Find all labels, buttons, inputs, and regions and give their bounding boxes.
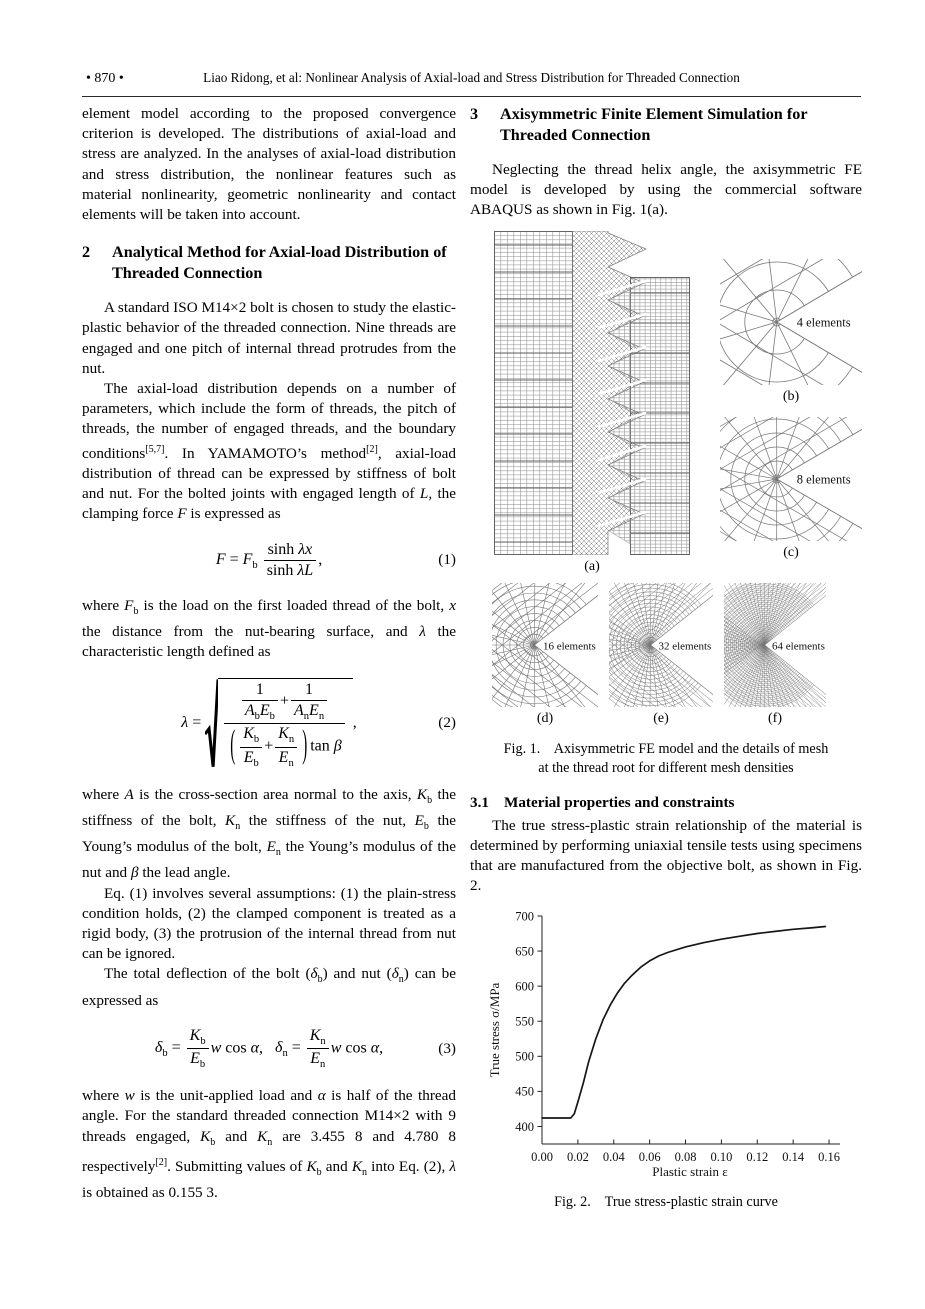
panel-label: (d) [536,710,554,726]
figure-1 [470,231,862,778]
right-paren: ) [302,724,308,767]
equation-tag: (3) [438,1039,456,1057]
mesh-detail-8 [720,417,862,541]
mesh-annotation: 64 elements [772,640,825,653]
panel-label: (f) [768,710,782,726]
svg-text:0.02: 0.02 [566,1150,589,1165]
svg-text:0.00: 0.00 [531,1150,553,1165]
paragraph: element model according to the proposed convergence criterion is developed. The distributions of axial-load and stress are analyzed. In the analyses of axial-load distribution and stress distribution, the nonlinear features such as material nonlinearity, geometric nonlinearity and contact elements will be taken into account. [82,105,456,224]
section-number: 3 [470,105,479,123]
fraction: $\frac{K_b}{E_b}$ [187,1027,209,1070]
page-number: • 870 • [86,71,124,86]
mesh-detail-16 [492,583,598,707]
equation-2: λ = $\frac{1}{A_bE_b}$ + $\frac{1}{A_nE_n}$ ( $\frac{K_b}{E_b}$ + $\frac{K_n}{E_n}$ ) tan β , (2) [82,678,456,769]
mesh-panel-f [724,583,826,727]
mesh-svg-b [720,259,862,385]
mesh-panel-e [609,583,713,727]
section-number: 2 [82,243,91,262]
svg-text:450: 450 [515,1085,534,1100]
section-number: 3.1 [470,793,489,811]
equation-lhs: $F = F_b$ [215,550,258,571]
chart-svg [480,906,852,1182]
stress-strain-chart [480,906,852,1187]
svg-text:0.08: 0.08 [674,1150,697,1165]
paragraph: where w is the unit-applied load and α is half of the thread angle. For the standard threaded connection M14×2 with 9 threads engaged, $K_b$ and $K_n$ are 3.455 8 and 4.780 8 respectively[2]. Submitting values of $K_b$ and $K_n$ into Eq. (2), λ is obtained as 0.155 3. [82,1087,460,1202]
left-paren: ( [230,724,236,767]
column-left [82,104,460,1203]
figure-1-caption: Fig. 1. Axisymmetric FE model and the details of mesh at the thread root for different mesh densities [503,740,829,776]
section-title: Material properties and constraints [504,793,735,811]
paragraph: Eq. (1) involves several assumptions: (1) the plain-stress condition holds, (2) the clamped component is treated as a rigid body, (3) the protrusion of the internal thread from nut can be ignored. [82,884,456,963]
svg-text:550: 550 [515,1014,534,1029]
svg-text:0.06: 0.06 [638,1150,661,1165]
fraction: $\frac{K_b}{E_b}$ [240,725,262,768]
svg-text:0.10: 0.10 [710,1150,733,1165]
figure-2-caption: Fig. 2. True stress-plastic strain curve [554,1194,778,1211]
fe-model-mesh [494,231,690,555]
panel-label: (b) [782,388,800,404]
svg-text:0.16: 0.16 [818,1150,840,1165]
mesh-annotation: 8 elements [796,472,851,487]
fraction: $\frac{1}{A_bE_b}$ [242,681,278,722]
paragraph: The total deflection of the bolt $(\delta_b)$ and nut $(\delta_n)$ can be expressed as [82,965,460,1009]
fraction: $\frac{1}{A_nE_n}$ [291,681,327,722]
section-title: Analytical Method for Axial-load Distribution of Threaded Connection [112,243,447,283]
radical [205,678,352,769]
mesh-svg-f [724,583,826,707]
svg-text:0.04: 0.04 [602,1150,625,1165]
running-title: Liao Ridong, et al: Nonlinear Analysis of Axial-load and Stress Distribution for Threaded Connection [203,70,740,85]
panel-label: (e) [653,710,669,726]
equation-3: $\delta_b$ = $\frac{K_b}{E_b}$ w cos α, $\delta_n$ = $\frac{K_n}{E_n}$ w cos α, (3) [154,1026,456,1071]
section-heading-2 [82,242,456,284]
mesh-detail-4 [720,259,862,385]
section-title: Axisymmetric Finite Element Simulation for Threaded Connection [500,105,808,144]
panel-label: (a) [584,558,600,574]
svg-text:0.14: 0.14 [782,1150,805,1165]
mesh-svg-d [492,583,598,707]
equation-tag: (2) [438,714,456,732]
equation-lhs: λ = [181,714,202,732]
fraction: $\frac{K_n}{E_n}$ [307,1027,329,1070]
svg-text:500: 500 [515,1050,534,1065]
figure-2 [470,906,862,1212]
mesh-panel-c [720,417,862,561]
svg-text:Plastic strain ε: Plastic strain ε [652,1164,728,1180]
mesh-detail-32 [609,583,713,707]
column-right [470,104,862,1212]
panel-label: (c) [783,544,799,560]
mesh-svg-e [609,583,713,707]
mesh-annotation: 32 elements [658,640,712,653]
svg-text:600: 600 [515,979,534,994]
mesh-annotation: 4 elements [796,315,851,330]
paragraph: A standard ISO M14×2 bolt is chosen to study the elastic-plastic behavior of the threaded connection. Nine threads are engaged and one pitch of internal thread protrudes from the nut. [82,299,456,377]
equation-tag: (1) [438,551,456,569]
big-fraction: $\frac{1}{A_bE_b}$ + $\frac{1}{A_nE_n}$ ( $\frac{K_b}{E_b}$ + $\frac{K_n}{E_n}$ ) tan β [224,681,344,769]
paragraph: where $F_b$ is the load on the first loaded thread of the bolt, x the distance from the nut-bearing surface, and λ the characteristic length defined as [82,596,460,660]
mesh-panel-a [494,231,690,575]
fraction: $\frac{K_n}{E_n}$ [275,725,297,768]
mesh-panel-b [720,259,862,405]
mesh-svg-a [494,231,690,555]
paragraph: The true stress-plastic strain relationship of the material is determined by performing uniaxial tensile tests using specimens that are manufactured from the objective bolt, as shown in Fig. 2. [470,816,862,895]
svg-text:400: 400 [515,1120,534,1135]
mesh-panel-d [492,583,598,727]
radical-icon [205,678,218,769]
section-heading-3 [470,104,862,146]
svg-text:True stress σ/MPa: True stress σ/MPa [487,983,502,1078]
section-heading-3-1 [470,793,862,813]
svg-text:0.12: 0.12 [746,1150,769,1165]
mesh-svg-c [720,417,862,541]
page-header [82,70,861,97]
fraction: $\frac{\text{sinh λx}}{\text{sinh λL}}$ [264,541,317,580]
svg-text:700: 700 [515,909,534,924]
paragraph: where A is the cross-section area normal to the axis, $K_b$ the stiffness of the bolt, $K_n$ the stiffness of the nut, $E_b$ the Young’s modulus of the bolt, $E_n$ the Young’s modulus of the nut and β the lead angle. [82,785,460,882]
mesh-detail-64 [724,583,826,707]
paragraph: Neglecting the thread helix angle, the axisymmetric FE model is developed by using the commercial software ABAQUS as shown in Fig. 1(a). [470,161,862,219]
equation-1: $F = F_b$ $\frac{\text{sinh λx}}{\text{sinh λL}}$ , (1) [215,540,456,579]
paragraph: The axial-load distribution depends on a number of parameters, which include the form of threads, the pitch of threads, the number of engaged threads, and the boundary conditions[5,7]. In YAMAMOTO’s method[2], axial-load distribution of thread can be expressed by stiffness of bolt and nut. For the bolted joints with engaged length of L, the clamping force F is expressed as [82,380,460,523]
mesh-annotation: 16 elements [542,640,596,653]
svg-text:650: 650 [515,944,534,959]
